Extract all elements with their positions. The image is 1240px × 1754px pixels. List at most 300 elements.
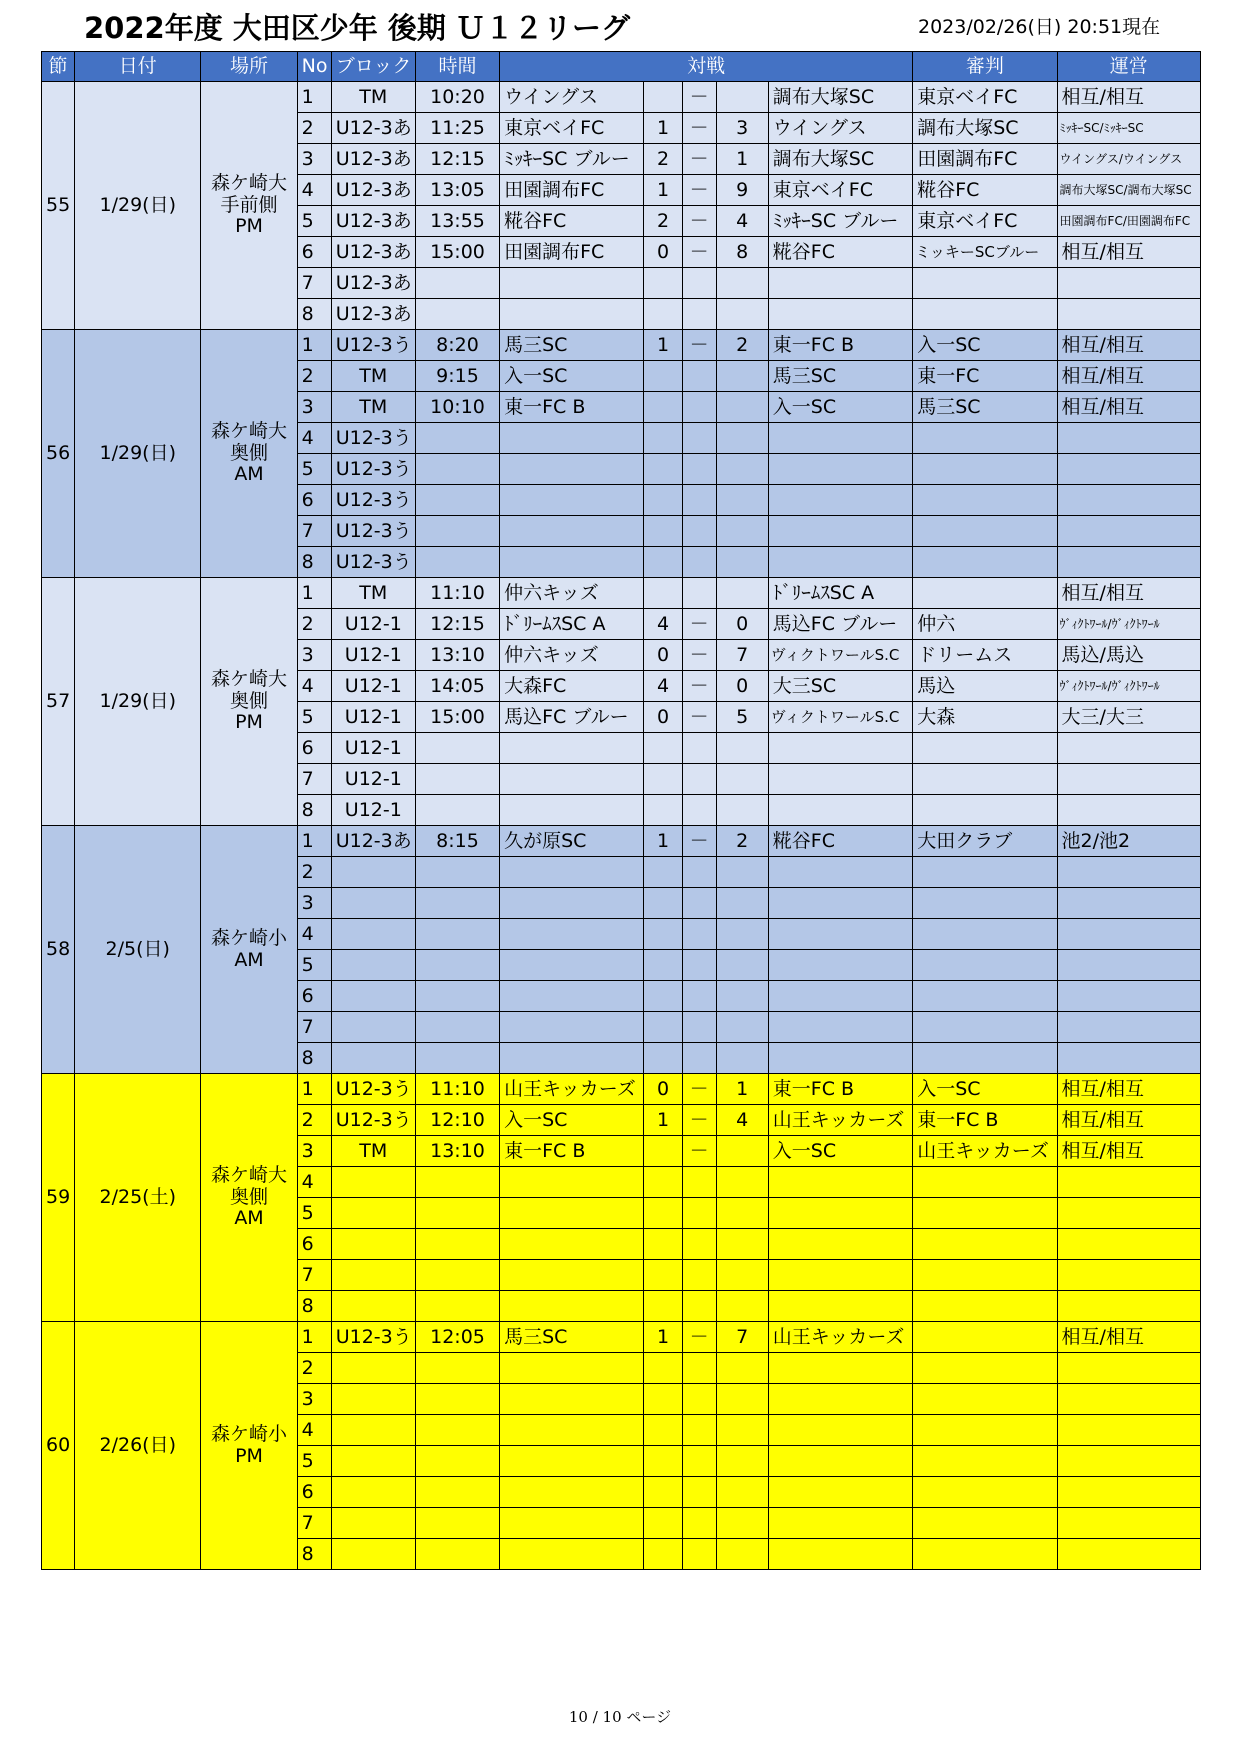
game-no: 2 — [297, 361, 331, 392]
kickoff-time — [415, 423, 499, 454]
score-dash: － — [682, 1074, 716, 1105]
away-score — [716, 423, 768, 454]
score-dash — [682, 361, 716, 392]
game-no: 4 — [297, 671, 331, 702]
management-team: ウイングス/ウイングス — [1057, 144, 1200, 175]
away-team — [768, 764, 912, 795]
management-team — [1057, 733, 1200, 764]
block-name — [331, 857, 415, 888]
management-team — [1057, 268, 1200, 299]
referee-team — [913, 733, 1057, 764]
home-score: 1 — [644, 175, 682, 206]
away-team: 山王キッカーズ — [768, 1105, 912, 1136]
header-no: No — [297, 52, 331, 82]
referee-team — [913, 454, 1057, 485]
round-number: 59 — [42, 1074, 75, 1322]
home-team: 仲六キッズ — [500, 640, 644, 671]
away-team — [768, 516, 912, 547]
score-dash: － — [682, 82, 716, 113]
away-score — [716, 392, 768, 423]
kickoff-time — [415, 1539, 499, 1570]
away-team: 馬込FC ブルー — [768, 609, 912, 640]
management-team — [1057, 516, 1200, 547]
score-dash — [682, 1415, 716, 1446]
game-no: 6 — [297, 237, 331, 268]
kickoff-time — [415, 1198, 499, 1229]
score-dash — [682, 1477, 716, 1508]
home-score: 4 — [644, 671, 682, 702]
home-team — [500, 795, 644, 826]
block-name: U12-3う — [331, 423, 415, 454]
management-team: 相互/相互 — [1057, 1105, 1200, 1136]
kickoff-time: 12:05 — [415, 1322, 499, 1353]
game-no: 4 — [297, 919, 331, 950]
referee-team — [913, 1167, 1057, 1198]
away-team: ウイングス — [768, 113, 912, 144]
kickoff-time: 15:00 — [415, 702, 499, 733]
game-no: 7 — [297, 1508, 331, 1539]
away-team: ﾄﾞﾘｰﾑｽSC A — [768, 578, 912, 609]
home-score — [644, 392, 682, 423]
referee-team — [913, 1539, 1057, 1570]
match-date: 1/29(日) — [75, 330, 201, 578]
kickoff-time: 12:10 — [415, 1105, 499, 1136]
score-dash — [682, 1539, 716, 1570]
management-team — [1057, 981, 1200, 1012]
home-score: 0 — [644, 640, 682, 671]
away-team — [768, 1384, 912, 1415]
home-score — [644, 485, 682, 516]
referee-team — [913, 1353, 1057, 1384]
away-score — [716, 950, 768, 981]
referee-team — [913, 1229, 1057, 1260]
home-team: 入一SC — [500, 361, 644, 392]
score-dash — [682, 516, 716, 547]
home-team — [500, 1198, 644, 1229]
referee-team — [913, 1477, 1057, 1508]
kickoff-time — [415, 1260, 499, 1291]
block-name: U12-3あ — [331, 268, 415, 299]
referee-team — [913, 795, 1057, 826]
management-team — [1057, 1012, 1200, 1043]
game-no: 2 — [297, 113, 331, 144]
management-team — [1057, 1353, 1200, 1384]
score-dash — [682, 299, 716, 330]
away-team — [768, 454, 912, 485]
game-no: 7 — [297, 268, 331, 299]
management-team: 相互/相互 — [1057, 330, 1200, 361]
away-team: 入一SC — [768, 1136, 912, 1167]
game-no: 8 — [297, 795, 331, 826]
home-team — [500, 1260, 644, 1291]
score-dash — [682, 1229, 716, 1260]
home-team — [500, 950, 644, 981]
away-score: 7 — [716, 640, 768, 671]
away-team — [768, 1291, 912, 1322]
management-team — [1057, 1508, 1200, 1539]
away-score: 4 — [716, 1105, 768, 1136]
referee-team — [913, 1260, 1057, 1291]
block-name: U12-3あ — [331, 206, 415, 237]
table-row — [42, 578, 1201, 609]
kickoff-time — [415, 268, 499, 299]
match-date: 1/29(日) — [75, 82, 201, 330]
venue-cell — [201, 82, 297, 330]
management-team — [1057, 795, 1200, 826]
home-team: 田園調布FC — [500, 175, 644, 206]
away-score — [716, 299, 768, 330]
block-name: U12-3う — [331, 330, 415, 361]
kickoff-time — [415, 1353, 499, 1384]
home-score: 0 — [644, 702, 682, 733]
referee-team — [913, 888, 1057, 919]
header-venue: 場所 — [201, 52, 297, 82]
away-team: 大三SC — [768, 671, 912, 702]
home-score — [644, 1198, 682, 1229]
score-dash — [682, 919, 716, 950]
match-date: 2/5(日) — [75, 826, 201, 1074]
referee-team — [913, 919, 1057, 950]
away-score: 3 — [716, 113, 768, 144]
kickoff-time — [415, 795, 499, 826]
venue-line: PM — [235, 215, 263, 238]
score-dash: － — [682, 330, 716, 361]
home-team — [500, 454, 644, 485]
table-row — [42, 82, 1201, 113]
block-name: TM — [331, 361, 415, 392]
table-row — [42, 826, 1201, 857]
away-score: 0 — [716, 671, 768, 702]
score-dash: － — [682, 640, 716, 671]
game-no: 4 — [297, 423, 331, 454]
referee-team — [913, 764, 1057, 795]
home-team: ﾐｯｷｰSC ブルー — [500, 144, 644, 175]
away-score — [716, 82, 768, 113]
home-team — [500, 1353, 644, 1384]
home-team: 東京ベイFC — [500, 113, 644, 144]
management-team: 大三/大三 — [1057, 702, 1200, 733]
away-team — [768, 795, 912, 826]
block-name — [331, 950, 415, 981]
away-team — [768, 1508, 912, 1539]
score-dash: － — [682, 1322, 716, 1353]
block-name: U12-3あ — [331, 175, 415, 206]
score-dash: － — [682, 144, 716, 175]
block-name — [331, 1260, 415, 1291]
away-team: 東京ベイFC — [768, 175, 912, 206]
away-team — [768, 423, 912, 454]
away-score: 0 — [716, 609, 768, 640]
home-score — [644, 82, 682, 113]
game-no: 3 — [297, 1384, 331, 1415]
venue-line: 手前側 — [220, 193, 278, 216]
home-score — [644, 547, 682, 578]
venue-line: 森ケ崎小 — [211, 1422, 288, 1445]
game-no: 1 — [297, 578, 331, 609]
referee-team — [913, 1415, 1057, 1446]
away-team: 糀谷FC — [768, 237, 912, 268]
away-score: 9 — [716, 175, 768, 206]
score-dash: － — [682, 1105, 716, 1136]
header-date: 日付 — [75, 52, 201, 82]
away-score — [716, 1260, 768, 1291]
referee-team: 大田クラブ — [913, 826, 1057, 857]
management-team — [1057, 1446, 1200, 1477]
referee-team — [913, 857, 1057, 888]
home-score — [644, 1508, 682, 1539]
updated-timestamp: 2023/02/26(日) 20:51現在 — [918, 16, 1161, 38]
away-score — [716, 764, 768, 795]
home-score — [644, 795, 682, 826]
kickoff-time — [415, 1415, 499, 1446]
round-number: 55 — [42, 82, 75, 330]
management-team — [1057, 1167, 1200, 1198]
home-score — [644, 733, 682, 764]
referee-team: 入一SC — [913, 330, 1057, 361]
round-number: 56 — [42, 330, 75, 578]
block-name — [331, 1043, 415, 1074]
score-dash — [682, 1353, 716, 1384]
venue-line: 森ケ崎小 — [211, 926, 288, 949]
away-team: 山王キッカーズ — [768, 1322, 912, 1353]
away-team — [768, 1229, 912, 1260]
round-number: 60 — [42, 1322, 75, 1570]
kickoff-time — [415, 1291, 499, 1322]
away-team: 入一SC — [768, 392, 912, 423]
game-no: 4 — [297, 1167, 331, 1198]
referee-team — [913, 578, 1057, 609]
home-score — [644, 888, 682, 919]
game-no: 7 — [297, 764, 331, 795]
kickoff-time: 14:05 — [415, 671, 499, 702]
away-team: 調布大塚SC — [768, 144, 912, 175]
home-score — [644, 1384, 682, 1415]
home-team — [500, 981, 644, 1012]
block-name — [331, 1012, 415, 1043]
kickoff-time: 10:20 — [415, 82, 499, 113]
block-name: U12-3あ — [331, 144, 415, 175]
away-score — [716, 857, 768, 888]
away-score — [716, 485, 768, 516]
away-score — [716, 1539, 768, 1570]
game-no: 8 — [297, 547, 331, 578]
table-row — [42, 1322, 1201, 1353]
away-score — [716, 268, 768, 299]
away-team: ヴィクトワールS.C — [768, 702, 912, 733]
home-score — [644, 950, 682, 981]
block-name: U12-1 — [331, 640, 415, 671]
referee-team — [913, 547, 1057, 578]
home-score — [644, 1012, 682, 1043]
referee-team — [913, 1198, 1057, 1229]
score-dash — [682, 950, 716, 981]
management-team — [1057, 423, 1200, 454]
game-no: 1 — [297, 1322, 331, 1353]
referee-team — [913, 1291, 1057, 1322]
home-score — [644, 1043, 682, 1074]
kickoff-time — [415, 485, 499, 516]
kickoff-time: 8:20 — [415, 330, 499, 361]
kickoff-time — [415, 857, 499, 888]
management-team — [1057, 1198, 1200, 1229]
home-score — [644, 1477, 682, 1508]
away-score — [716, 1508, 768, 1539]
score-dash — [682, 1446, 716, 1477]
home-score — [644, 516, 682, 547]
home-team — [500, 268, 644, 299]
away-team — [768, 1446, 912, 1477]
game-no: 3 — [297, 640, 331, 671]
kickoff-time — [415, 919, 499, 950]
management-team — [1057, 950, 1200, 981]
home-score: 4 — [644, 609, 682, 640]
game-no: 2 — [297, 1105, 331, 1136]
away-score — [716, 1446, 768, 1477]
management-team — [1057, 1291, 1200, 1322]
game-no: 2 — [297, 1353, 331, 1384]
kickoff-time: 11:10 — [415, 1074, 499, 1105]
home-score — [644, 1136, 682, 1167]
home-score: 1 — [644, 1322, 682, 1353]
kickoff-time — [415, 1508, 499, 1539]
management-team — [1057, 485, 1200, 516]
header-referee: 審判 — [913, 52, 1057, 82]
management-team: 相互/相互 — [1057, 237, 1200, 268]
home-team — [500, 1043, 644, 1074]
block-name: U12-3う — [331, 454, 415, 485]
referee-team: 入一SC — [913, 1074, 1057, 1105]
block-name — [331, 888, 415, 919]
away-score — [716, 888, 768, 919]
score-dash — [682, 485, 716, 516]
score-dash — [682, 795, 716, 826]
block-name — [331, 1229, 415, 1260]
game-no: 2 — [297, 857, 331, 888]
table-header — [42, 52, 1201, 82]
game-no: 7 — [297, 1012, 331, 1043]
home-team — [500, 1508, 644, 1539]
kickoff-time: 13:10 — [415, 640, 499, 671]
home-score — [644, 981, 682, 1012]
away-team — [768, 857, 912, 888]
game-no: 5 — [297, 702, 331, 733]
table-row — [42, 1074, 1201, 1105]
away-team — [768, 1198, 912, 1229]
management-team — [1057, 888, 1200, 919]
kickoff-time — [415, 981, 499, 1012]
game-no: 6 — [297, 733, 331, 764]
block-name — [331, 1508, 415, 1539]
score-dash: － — [682, 175, 716, 206]
game-no: 1 — [297, 82, 331, 113]
score-dash — [682, 733, 716, 764]
away-team: 糀谷FC — [768, 826, 912, 857]
score-dash — [682, 1260, 716, 1291]
home-team: 馬三SC — [500, 330, 644, 361]
game-no: 1 — [297, 1074, 331, 1105]
away-team — [768, 1260, 912, 1291]
score-dash — [682, 1198, 716, 1229]
score-dash — [682, 1043, 716, 1074]
score-dash — [682, 857, 716, 888]
home-team — [500, 1167, 644, 1198]
venue-cell — [201, 826, 297, 1074]
score-dash — [682, 578, 716, 609]
referee-team: 馬三SC — [913, 392, 1057, 423]
block-name: U12-3う — [331, 485, 415, 516]
home-team — [500, 919, 644, 950]
game-no: 5 — [297, 206, 331, 237]
management-team: ｳﾞｨｸﾄﾜｰﾙ/ｳﾞｨｸﾄﾜｰﾙ — [1057, 671, 1200, 702]
match-date: 2/26(日) — [75, 1322, 201, 1570]
referee-team — [913, 485, 1057, 516]
game-no: 6 — [297, 981, 331, 1012]
away-score: 2 — [716, 826, 768, 857]
schedule-table — [41, 51, 1201, 1570]
venue-line: AM — [234, 463, 264, 486]
game-no: 3 — [297, 888, 331, 919]
referee-team: 大森 — [913, 702, 1057, 733]
referee-team — [913, 1043, 1057, 1074]
block-name: U12-1 — [331, 671, 415, 702]
away-score: 5 — [716, 702, 768, 733]
kickoff-time — [415, 454, 499, 485]
score-dash — [682, 764, 716, 795]
home-team — [500, 733, 644, 764]
away-team — [768, 981, 912, 1012]
score-dash — [682, 1012, 716, 1043]
home-score: 1 — [644, 113, 682, 144]
page-number: 10 / 10 ページ — [568, 1708, 672, 1726]
home-score — [644, 578, 682, 609]
kickoff-time — [415, 1229, 499, 1260]
table-body — [42, 82, 1201, 1570]
round-number: 58 — [42, 826, 75, 1074]
venue-line: 森ケ崎大 — [211, 419, 288, 442]
home-score — [644, 919, 682, 950]
referee-team — [913, 1322, 1057, 1353]
header-round: 節 — [42, 52, 75, 82]
kickoff-time: 9:15 — [415, 361, 499, 392]
away-team: 東一FC B — [768, 330, 912, 361]
home-team — [500, 1446, 644, 1477]
away-team — [768, 1043, 912, 1074]
referee-team — [913, 268, 1057, 299]
referee-team — [913, 423, 1057, 454]
away-score — [716, 1415, 768, 1446]
venue-line: 奥側 — [230, 441, 269, 464]
kickoff-time — [415, 764, 499, 795]
management-team: 馬込/馬込 — [1057, 640, 1200, 671]
away-team: 馬三SC — [768, 361, 912, 392]
home-team — [500, 547, 644, 578]
score-dash — [682, 1384, 716, 1415]
score-dash — [682, 454, 716, 485]
venue-line: PM — [235, 1444, 263, 1467]
away-score — [716, 578, 768, 609]
home-team: 東一FC B — [500, 392, 644, 423]
game-no: 6 — [297, 1229, 331, 1260]
header-management: 運営 — [1057, 52, 1200, 82]
away-score — [716, 1043, 768, 1074]
block-name — [331, 1446, 415, 1477]
kickoff-time: 11:25 — [415, 113, 499, 144]
away-score — [716, 1477, 768, 1508]
away-score: 2 — [716, 330, 768, 361]
management-team — [1057, 299, 1200, 330]
referee-team — [913, 516, 1057, 547]
block-name: U12-3う — [331, 1322, 415, 1353]
